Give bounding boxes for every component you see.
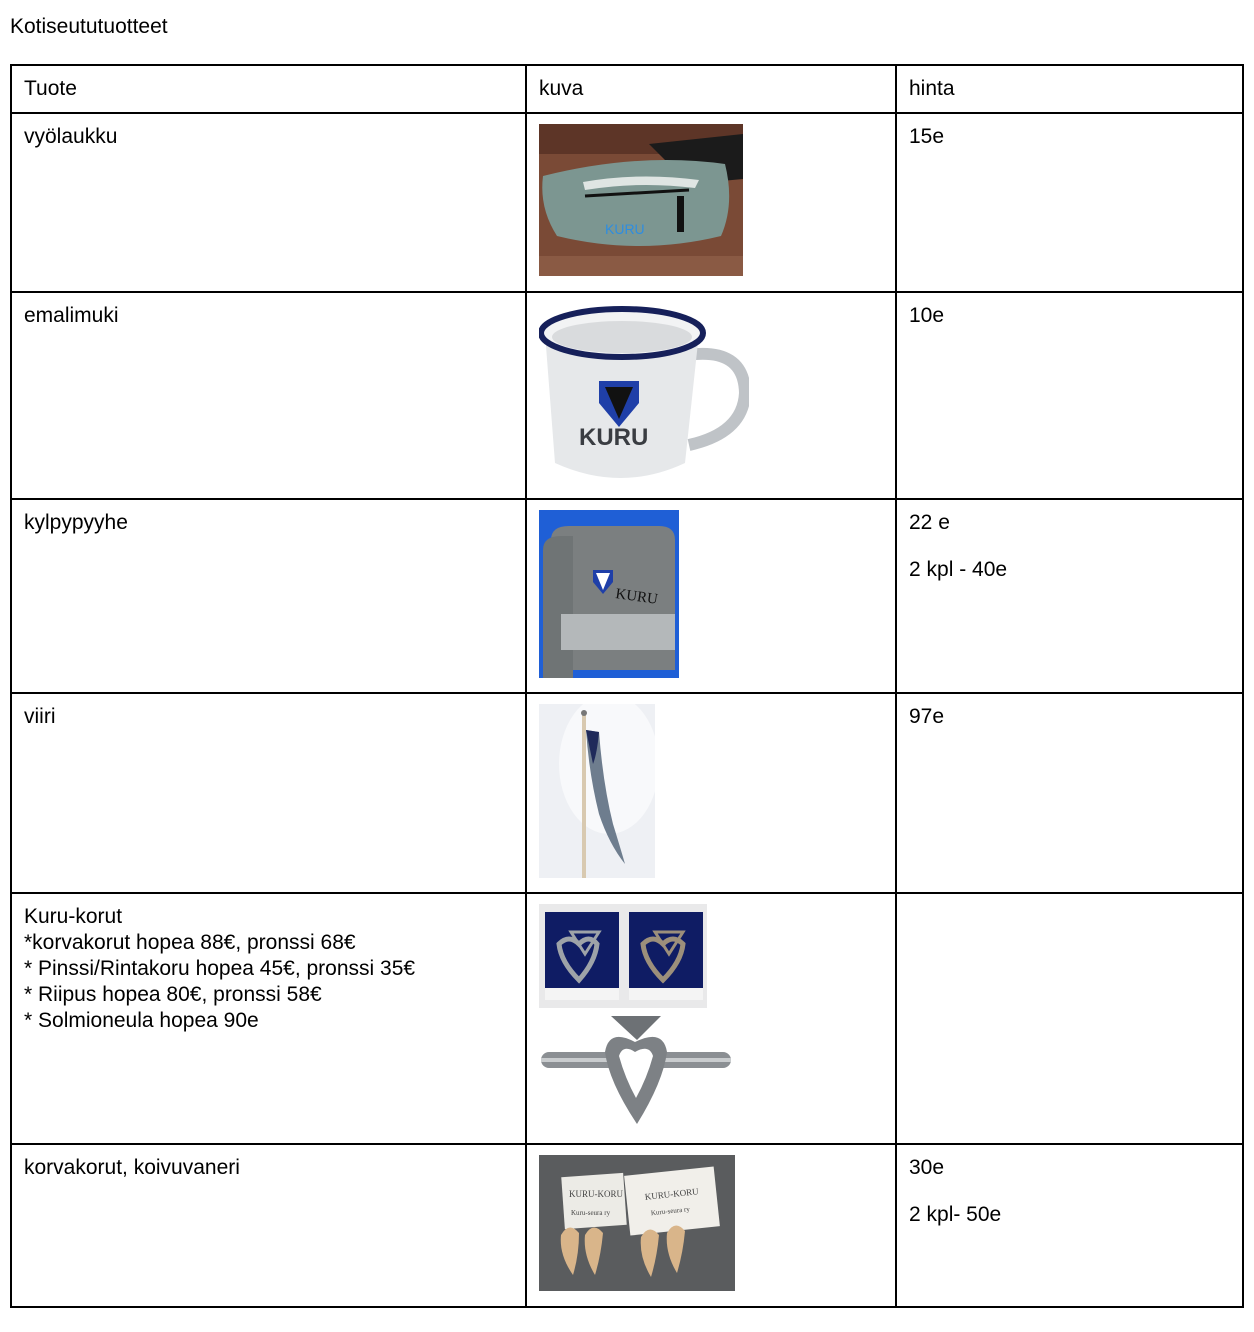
- price-value: 15e: [909, 125, 945, 148]
- product-cell: [11, 113, 526, 292]
- product-detail: *korvakorut hopea 88€, pronssi 68€: [24, 931, 356, 954]
- card-label-2: KURU-KORU: [644, 1186, 700, 1202]
- header-product: Tuote: [11, 65, 526, 113]
- product-cell: [11, 292, 526, 499]
- table-row: [11, 893, 1243, 1144]
- enamel-mug-image: [539, 303, 749, 485]
- image-cell: [526, 499, 896, 693]
- product-name: emalimuki: [24, 304, 119, 327]
- price-cell: [896, 693, 1243, 893]
- price-cell: [896, 292, 1243, 499]
- mug-logo-text: KURU: [579, 424, 649, 451]
- price-cell: [896, 893, 1243, 1144]
- product-name: viiri: [24, 705, 56, 728]
- bath-towel-image: [539, 510, 679, 678]
- product-name: Kuru-korut: [24, 905, 123, 928]
- product-detail: * Solmioneula hopea 90e: [24, 1009, 259, 1032]
- product-cell: [11, 1144, 526, 1307]
- card-sub-2: Kuru-seura ry: [650, 1205, 691, 1218]
- price-bundle: 2 kpl- 50e: [909, 1203, 1002, 1226]
- table-row: [11, 693, 1243, 893]
- image-cell: [526, 693, 896, 893]
- earrings-boxes-image: [539, 904, 707, 1008]
- price-cell: [896, 113, 1243, 292]
- plywood-earrings-image: [539, 1155, 735, 1291]
- product-detail: * Riipus hopea 80€, pronssi 58€: [24, 983, 322, 1006]
- header-price: hinta: [896, 65, 1243, 113]
- bag-logo-text: KURU: [605, 221, 645, 237]
- product-cell: [11, 499, 526, 693]
- product-name: korvakorut, koivuvaneri: [24, 1156, 240, 1179]
- tie-clip-image: [539, 1012, 733, 1130]
- products-table: [10, 64, 1244, 1308]
- price-value: 97e: [909, 705, 945, 728]
- card-label-1: KURU-KORU: [569, 1189, 623, 1199]
- product-name: kylpypyyhe: [24, 511, 128, 534]
- waist-bag-image: [539, 124, 743, 276]
- image-cell: [526, 1144, 896, 1307]
- header-image: kuva: [526, 65, 896, 113]
- price-cell: [896, 1144, 1243, 1307]
- table-row: [11, 113, 1243, 292]
- pennant-flag-image: [539, 704, 655, 878]
- price-value: 10e: [909, 304, 945, 327]
- product-cell: [11, 693, 526, 893]
- table-header-row: [11, 65, 1243, 113]
- image-cell: [526, 292, 896, 499]
- image-cell: [526, 113, 896, 292]
- price-value: 30e: [909, 1156, 945, 1179]
- product-name: vyölaukku: [24, 125, 118, 148]
- price-bundle: 2 kpl - 40e: [909, 558, 1008, 581]
- product-cell: [11, 893, 526, 1144]
- product-detail: * Pinssi/Rintakoru hopea 45€, pronssi 35€: [24, 957, 416, 980]
- table-row: [11, 292, 1243, 499]
- table-row: [11, 1144, 1243, 1307]
- table-row: [11, 499, 1243, 693]
- card-sub-1: Kuru-seura ry: [571, 1209, 611, 1217]
- towel-logo-text: KURU: [614, 586, 659, 608]
- page-title: Kotiseututuotteet: [10, 15, 168, 38]
- price-value: 22 e: [909, 511, 950, 534]
- image-cell: [526, 893, 896, 1144]
- price-cell: [896, 499, 1243, 693]
